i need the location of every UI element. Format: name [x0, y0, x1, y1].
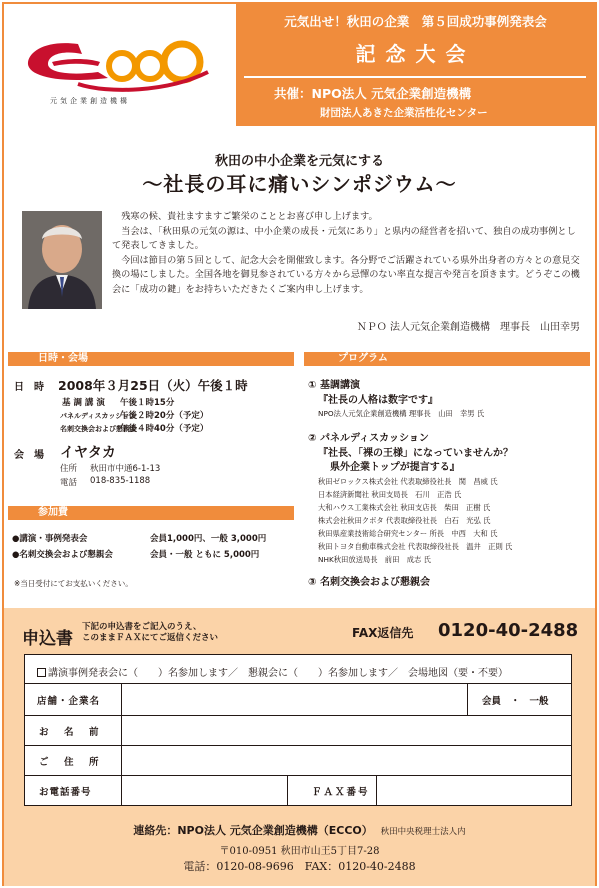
fax-number: 0120-40-2488: [438, 620, 579, 641]
phone-field-label: お電話番号: [39, 787, 92, 798]
date-label: 日 時: [14, 382, 44, 393]
form-instruction-line: 下記の申込書をご記入のうえ、: [82, 622, 202, 632]
member-type-label: 会員 ・ 一般: [482, 696, 549, 707]
panel-title-2: 県外企業トップが提言する』: [330, 462, 460, 473]
fee-item: ●名刺交換会および懇親会: [12, 550, 113, 560]
address-field-label: ご 住 所: [39, 757, 102, 768]
greeting-text: [112, 210, 580, 298]
greeting-paragraph: 当会は、「秋田県の元気の源は、中小企業の成長・元気にあり」と県内の経営者を招いて、独自の成功事例として発表してきました。: [112, 225, 576, 252]
schedule-item-time: 午後４時40分（予定）: [120, 424, 209, 434]
schedule-item-label: 基 調 講 演: [62, 398, 105, 408]
fee-item: ●講演・事例発表会: [12, 534, 88, 544]
header-divider: [244, 76, 586, 78]
store-label: 店舗・企業名: [37, 696, 101, 707]
header-banner: [236, 4, 595, 126]
address-field[interactable]: [121, 746, 571, 775]
panelist: 株式会社秋田クボタ 代表取締役社長 白石 光弘 氏: [318, 516, 491, 525]
attendance-options[interactable]: [37, 664, 508, 679]
venue-phone: 018-835-1188: [90, 476, 151, 486]
store-row: [25, 683, 571, 715]
contact-info: [0, 822, 599, 838]
contact-address: 〒010-0951 秋田市山王5丁目7-28: [219, 846, 380, 857]
schedule-item-time: 午後１時15分: [120, 398, 175, 408]
venue-address: 秋田市中通6-1-13: [90, 464, 161, 474]
cohost: 共催：NPO法人 元気企業創造機構: [274, 86, 472, 101]
fee-price: 会員1,000円、一般 3,000円: [150, 534, 267, 544]
main-title: 〜社長の耳に痛いシンポジウム〜: [142, 172, 457, 196]
address-row: [25, 745, 571, 775]
event-title: 記念大会: [355, 42, 476, 66]
schedule-item-time: 午後２時20分（予定）: [120, 411, 209, 421]
subtitle: 秋田の中小企業を元気にする: [214, 154, 384, 169]
program-item-networking: ③ 名刺交換会および懇親会: [308, 577, 430, 588]
form-instruction-line: このままＦＡＸにてご返信ください: [82, 633, 219, 643]
fax-field-label: ＦＡＸ番号: [312, 787, 370, 798]
program-item-keynote: ① 基調講演: [308, 380, 360, 391]
panelist: NHK秋田放送局長 前田 成志 氏: [318, 555, 431, 564]
signature: ＮＰＯ 法人元気企業創造機構 理事長 山田幸男: [356, 322, 580, 333]
phone-field[interactable]: [121, 776, 287, 805]
schedule-item-label: 名刺交換会および懇親会: [60, 425, 137, 433]
fee-note: ※当日受付にてお支払いください。: [14, 579, 133, 588]
greeting-paragraph: 今回は節目の第５回として、記念大会を開催致します。各分野でご活躍されている県外出身者の方々との意見交換の場にしました。全国各地を御見参されている方々から忌憚のない率直な提言や発言を頂きます。どうぞこの機会に「成功の鍵」をお持ちいただきたくご案内申し上げます。: [112, 254, 580, 295]
phone-row: [25, 775, 571, 805]
event-date: 2008年３月25日（火）午後１時: [58, 378, 248, 393]
form-instructions: [82, 622, 218, 644]
fee-heading: 参加費: [8, 506, 294, 520]
keynote-title: 『社長の人格は数字です』: [318, 395, 438, 406]
form-table: [24, 654, 572, 806]
address-label: 住所: [60, 464, 78, 474]
program-heading: プログラム: [304, 352, 590, 366]
keynote-speaker: NPO法人元気企業創造機構 理事長 山田 幸男 氏: [318, 409, 485, 418]
logo-area: [4, 4, 236, 126]
name-row: [25, 715, 571, 745]
panel-title: 『社長、「裸の王様」になっていませんか？: [318, 448, 513, 459]
venue-name: イヤタカ: [60, 445, 116, 461]
event-series-title: 元気出せ！秋田の企業 第５回成功事例発表会: [284, 14, 547, 29]
name-label: お 名 前: [39, 727, 102, 738]
fee-price: 会員・一般 ともに 5,000円: [150, 550, 260, 560]
panelist: 大和ハウス工業株式会社 秋田支店長 柴田 正樹 氏: [318, 503, 491, 512]
contact-sub: 秋田中央税理士法人内: [380, 827, 466, 837]
chairman-photo: [22, 211, 102, 309]
contact-org: 連絡先：NPO法人 元気企業創造機構（ECCO）: [133, 824, 373, 837]
cohost-secondary: 財団法人あきた企業活性化センター: [320, 107, 488, 119]
phone-label: 電話: [60, 478, 78, 488]
schedule-item-label: パネルディスカッション: [60, 412, 137, 420]
program-item-panel: ② パネルディスカッション: [308, 433, 429, 444]
store-field[interactable]: [121, 684, 467, 715]
fax-input[interactable]: [376, 776, 572, 805]
fax-field[interactable]: [287, 776, 571, 805]
form-title: 申込書: [22, 629, 73, 649]
member-type-cell[interactable]: [467, 684, 571, 715]
contact-phone: 電話：0120-08-9696 FAX：0120-40-2488: [183, 860, 416, 873]
ecco-logo: [18, 32, 218, 98]
venue-label: 会 場: [14, 450, 44, 461]
checkbox[interactable]: [37, 668, 46, 677]
panelist: 秋田県産業技術総合研究センター 所長 中西 大和 氏: [318, 529, 498, 538]
panelist: 秋田トヨタ自動車株式会社 代表取締役社長 温井 正則 氏: [318, 542, 513, 551]
panelist: 日本経済新聞社 秋田支局長 石川 正浩 氏: [318, 490, 462, 499]
schedule-heading: 日時・会場: [8, 352, 294, 366]
fax-label: FAX返信先: [352, 626, 414, 640]
greeting-paragraph: 残寒の候、貴社ますますご繁栄のこととお喜び申し上げます。: [121, 211, 378, 222]
attendance-text: 講演事例発表会に（ ）名参加します／ 懇親会に（ ）名参加します／ 会場地図（要・不要）: [48, 668, 508, 679]
logo-subtitle: 元気企業創造機構: [50, 97, 130, 105]
name-field[interactable]: [121, 716, 571, 745]
panelist: 秋田ゼロックス株式会社 代表取締役社長 関 昌威 氏: [318, 477, 498, 486]
